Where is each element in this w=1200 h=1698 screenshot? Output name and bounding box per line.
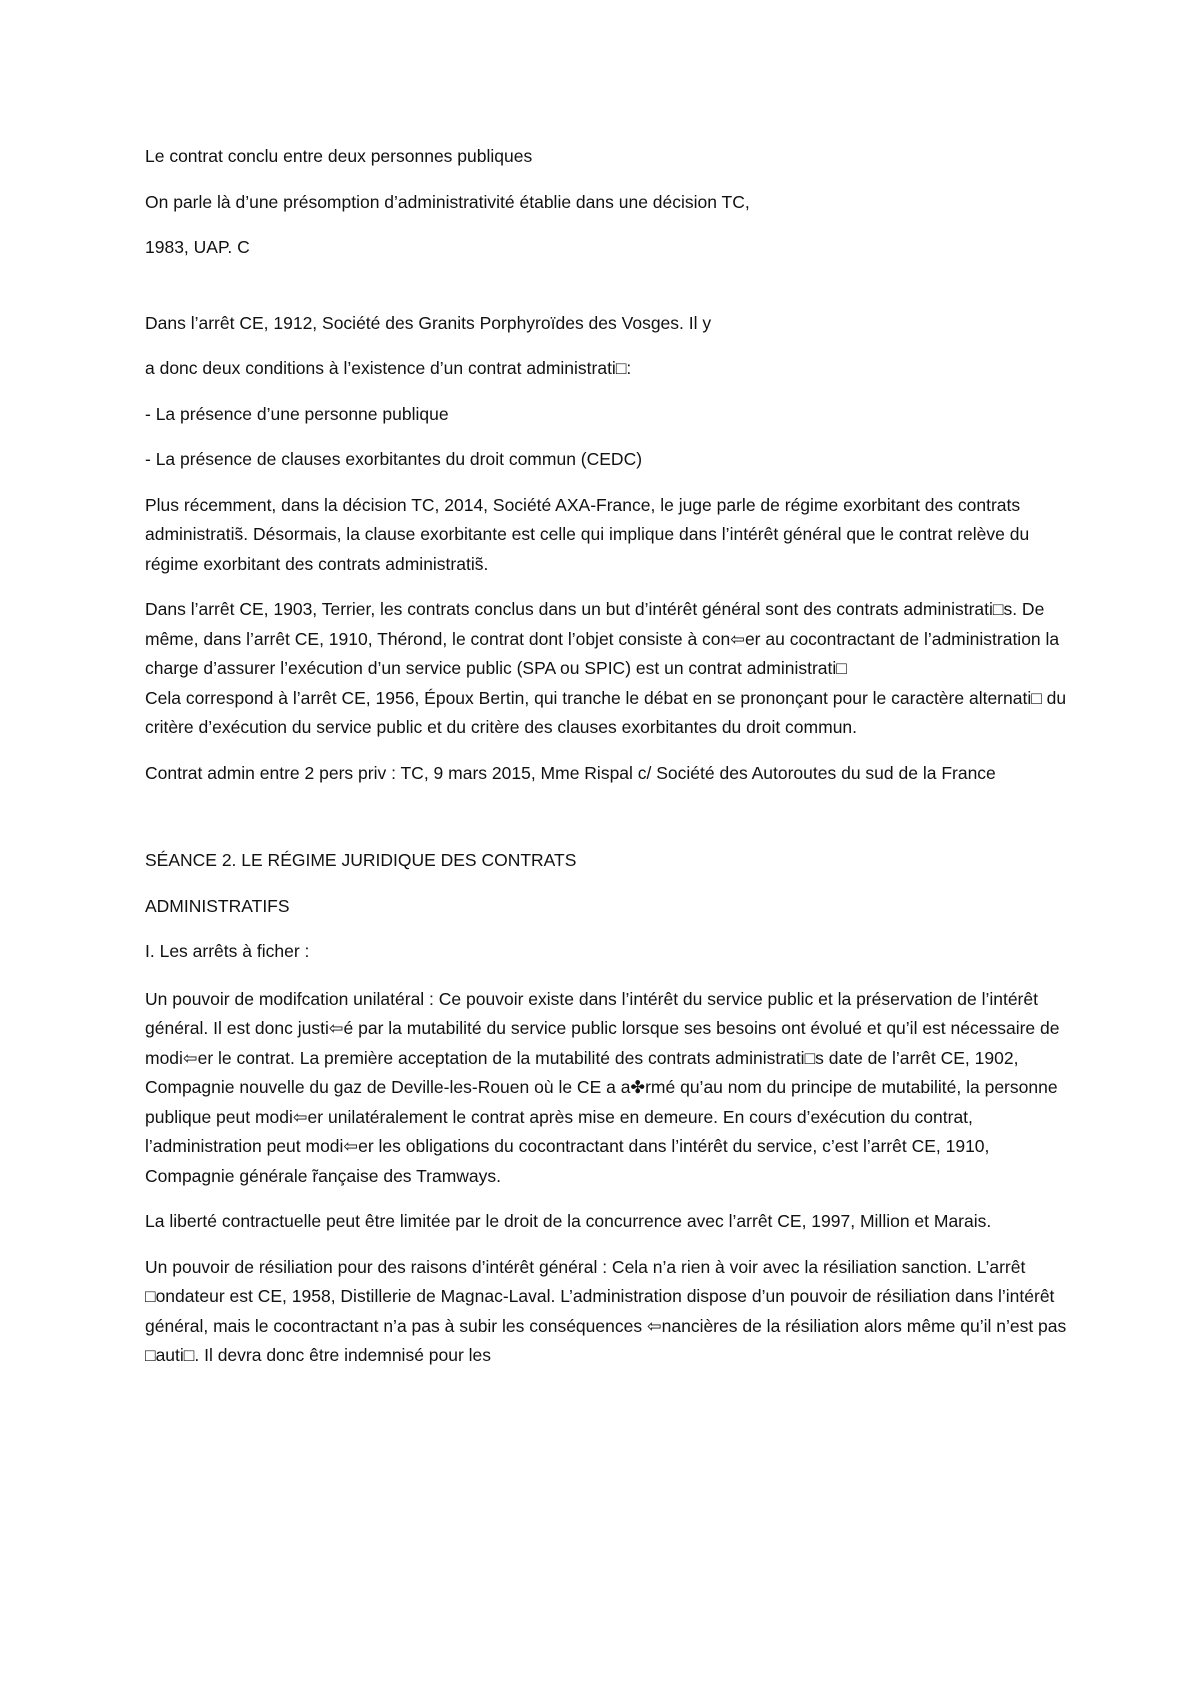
paragraph-5: a donc deux conditions à l’existence d’un contrat administrati□: [145, 358, 632, 378]
paragraph-6: Plus récemment, dans la décision TC, 2014, Société AXA-France, le juge parle de régime exorbitant des contrats administratis̃. Désormais, la clause exorbitante est celle qui implique dans l’intérêt général que le contrat relève du régime exorbitant des contrats administratis̃. [145, 494, 1030, 574]
list-item-1: - La présence d’une personne publique [145, 403, 449, 424]
paragraph-2: On parle là d’une présomption d’administrativité établie dans une décision TC, [145, 191, 750, 212]
paragraph-1: Le contrat conclu entre deux personnes publiques [145, 146, 533, 166]
paragraph-9: Contrat admin entre 2 pers priv : TC, 9 mars 2015, Mme Rispal c/ Société des Autoroutes du sud de la France [145, 762, 996, 783]
list-item-2: - La présence de clauses exorbitantes du droit commun (CEDC) [145, 449, 643, 469]
paragraph-11: La liberté contractuelle peut être limitée par le droit de la concurrence avec l’arrêt CE, 1997, Million et Marais. [145, 1211, 992, 1231]
document-body [145, 142, 1075, 1371]
paragraph-7: Dans l’arrêt CE, 1903, Terrier, les contrats conclus dans un but d’intérêt général sont des contrats administrati□s. De même, dans l’arrêt CE, 1910, Thérond, le contrat dont l’objet consiste à con⇦er au cocontractant de l’administration la charge d’assurer l’exécution d’un service public (SPA ou SPIC) est un contrat administrati□ [145, 599, 1060, 678]
paragraph-3: 1983, UAP. C [145, 237, 250, 257]
section-heading-line-1: SÉANCE 2. LE RÉGIME JURIDIQUE DES CONTRATS [145, 850, 577, 870]
subsection-heading: I. Les arrêts à ficher : [145, 941, 310, 961]
paragraph-10: Un pouvoir de modifcation unilatéral : Ce pouvoir existe dans l’intérêt du service public et la préservation de l’intérêt général. Il est donc justi⇦é par la mutabilité du service public lorsque ses besoins ont évolué et qu’il est nécessaire de modi⇦er le contrat. La première acceptation de la mutabilité des contrats administrati□s date de l’arrêt CE, 1902, Compagnie nouvelle du gaz de Deville-les-Rouen où le CE a a✤rmé qu’au nom du principe de mutabilité, la personne publique peut modi⇦er unilatéralement le contrat après mise en demeure. En cours d’exécution du contrat, l’administration peut modi⇦er les obligations du cocontractant dans l’intérêt du service, c’est l’arrêt CE, 1910, Compagnie générale ̃rançaise des Tramways. [145, 988, 1060, 1186]
paragraph-12: Un pouvoir de résiliation pour des raisons d’intérêt général : Cela n’a rien à voir avec la résiliation sanction. L’arrêt □ondateur est CE, 1958, Distillerie de Magnac-Laval. L’administration dispose d’un pouvoir de résiliation dans l’intérêt général, mais le cocontractant n’a pas à subir les conséquences ⇦nancières de la résiliation alors même qu’il n’est pas □auti□. Il devra donc être indemnisé pour les [145, 1256, 1067, 1365]
paragraph-8: Cela correspond à l’arrêt CE, 1956, Époux Bertin, qui tranche le débat en se prononçant pour le caractère alternati□ du critère d’exécution du service public et du critère des clauses exorbitantes du droit commun. [145, 687, 1067, 737]
paragraph-4: Dans l’arrêt CE, 1912, Société des Granits Porphyroïdes des Vosges. Il y [145, 312, 712, 333]
section-heading-line-2: ADMINISTRATIFS [145, 895, 290, 916]
